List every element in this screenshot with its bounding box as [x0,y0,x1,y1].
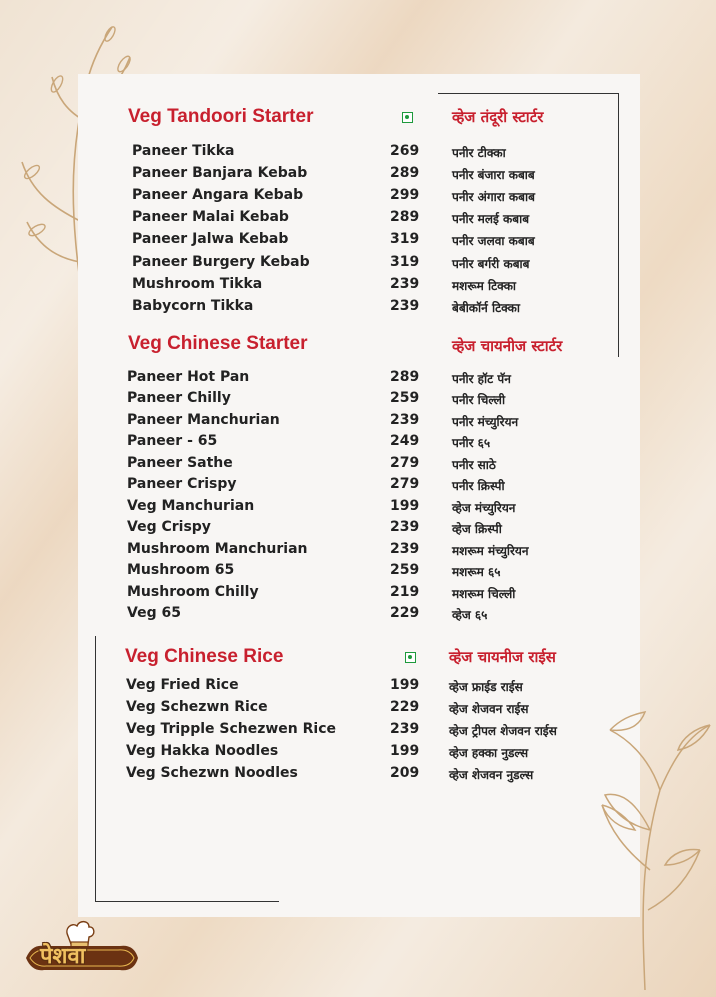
item-name-hindi: पनीर मंच्युरियन [452,415,519,429]
item-name-hindi: मशरूम चिल्ली [452,587,516,601]
item-price: 249 [390,433,420,449]
item-price: 229 [390,699,420,715]
menu-item [0,433,716,455]
veg-symbol-icon [405,652,416,663]
item-price: 199 [390,498,420,514]
item-name: Paneer Malai Kebab [132,209,289,225]
item-name-hindi: व्हेज हक्का नुडल्स [449,746,529,760]
item-name-hindi: पनीर जलवा कबाब [452,234,535,248]
peshwa-logo [22,926,142,982]
item-name-hindi: व्हेज शेजवन राईस [449,702,529,716]
item-name: Paneer Jalwa Kebab [132,231,289,247]
item-price: 289 [390,209,420,225]
item-name: Mushroom Chilly [127,584,259,600]
item-name: Mushroom 65 [127,562,235,578]
item-price: 239 [390,519,420,535]
item-name: Veg Schezwn Rice [126,699,268,715]
item-name-hindi: व्हेज शेजवन नुडल्स [449,768,534,782]
item-name: Veg Crispy [127,519,211,535]
item-price: 289 [390,165,420,181]
menu-item [0,209,716,231]
item-price: 199 [390,677,420,693]
menu-item [0,605,716,627]
menu-item [0,412,716,434]
item-name-hindi: पनीर हॉट पॅन [452,372,511,386]
item-name-hindi: पनीर बंजारा कबाब [452,168,535,182]
item-name: Veg Hakka Noodles [126,743,279,759]
item-price: 239 [390,276,420,292]
menu-item [0,254,716,276]
logo-text: पेशवा [40,944,86,969]
item-name: Paneer Angara Kebab [132,187,304,203]
item-price: 299 [390,187,420,203]
item-price: 319 [390,231,420,247]
item-price: 209 [390,765,420,781]
item-price: 269 [390,143,420,159]
item-name-hindi: व्हेज ६५ [452,608,488,622]
menu-item [0,677,716,699]
menu-item [0,165,716,187]
item-name: Veg Tripple Schezwen Rice [126,721,337,737]
item-name: Veg Fried Rice [126,677,239,693]
menu-item [0,298,716,320]
section-title-tandoori-hindi: व्हेज तंदूरी स्टार्टर [452,108,544,126]
item-price: 219 [390,584,420,600]
item-name: Paneer Banjara Kebab [132,165,308,181]
item-price: 319 [390,254,420,270]
item-price: 239 [390,721,420,737]
item-price: 259 [390,562,420,578]
item-name: Mushroom Tikka [132,276,263,292]
section-title-chinese-starter: Veg Chinese Starter [128,333,308,354]
item-name-hindi: मशरूम ६५ [452,565,501,579]
item-name-hindi: पनीर साठे [452,458,496,472]
menu-item [0,541,716,563]
item-name: Babycorn Tikka [132,298,254,314]
item-name-hindi: पनीर बर्गरी कबाब [452,257,530,271]
menu-item [0,143,716,165]
item-name: Paneer Chilly [127,390,231,406]
item-name-hindi: व्हेज क्रिस्पी [452,522,502,536]
menu-item [0,390,716,412]
item-name-hindi: व्हेज ट्रीपल शेजवन राईस [449,724,557,738]
item-price: 229 [390,605,420,621]
item-name-hindi: पनीर अंगारा कबाब [452,190,535,204]
item-name: Paneer - 65 [127,433,218,449]
item-name-hindi: पनीर चिल्ली [452,393,506,407]
menu-item [0,519,716,541]
item-name-hindi: व्हेज फ्राईड राईस [449,680,523,694]
item-name: Paneer Crispy [127,476,237,492]
item-name: Veg Manchurian [127,498,255,514]
item-name-hindi: बेबीकॉर्न टिक्का [452,301,520,315]
menu-item [0,562,716,584]
item-name: Veg 65 [127,605,181,621]
section-title-chinese-starter-hindi: व्हेज चायनीज स्टार्टर [452,337,563,355]
item-price: 199 [390,743,420,759]
item-price: 279 [390,476,420,492]
section-title-chinese-rice-hindi: व्हेज चायनीज राईस [449,648,556,666]
item-price: 239 [390,541,420,557]
item-name-hindi: मशरूम टिक्का [452,279,517,293]
item-name-hindi: व्हेज मंच्युरियन [452,501,516,515]
item-name: Paneer Tikka [132,143,235,159]
item-name-hindi: पनीर क्रिस्पी [452,479,505,493]
menu-item [0,231,716,253]
item-price: 279 [390,455,420,471]
menu-item [0,369,716,391]
flower-branch-icon [590,700,716,990]
veg-symbol-icon [402,112,413,123]
menu-item [0,455,716,477]
item-name-hindi: पनीर टीक्का [452,146,506,160]
menu-item [0,276,716,298]
menu-item [0,498,716,520]
item-name: Paneer Burgery Kebab [132,254,310,270]
menu-item [0,476,716,498]
item-name: Paneer Sathe [127,455,233,471]
item-name-hindi: पनीर ६५ [452,436,491,450]
section-title-chinese-rice: Veg Chinese Rice [125,646,284,667]
item-name-hindi: पनीर मलई कबाब [452,212,530,226]
item-name: Paneer Hot Pan [127,369,250,385]
menu-item [0,584,716,606]
item-price: 289 [390,369,420,385]
item-name: Paneer Manchurian [127,412,280,428]
item-name: Mushroom Manchurian [127,541,308,557]
section-title-tandoori: Veg Tandoori Starter [128,106,314,127]
item-name: Veg Schezwn Noodles [126,765,298,781]
item-price: 239 [390,412,420,428]
item-price: 239 [390,298,420,314]
item-price: 259 [390,390,420,406]
item-name-hindi: मशरूम मंच्युरियन [452,544,529,558]
menu-item [0,187,716,209]
